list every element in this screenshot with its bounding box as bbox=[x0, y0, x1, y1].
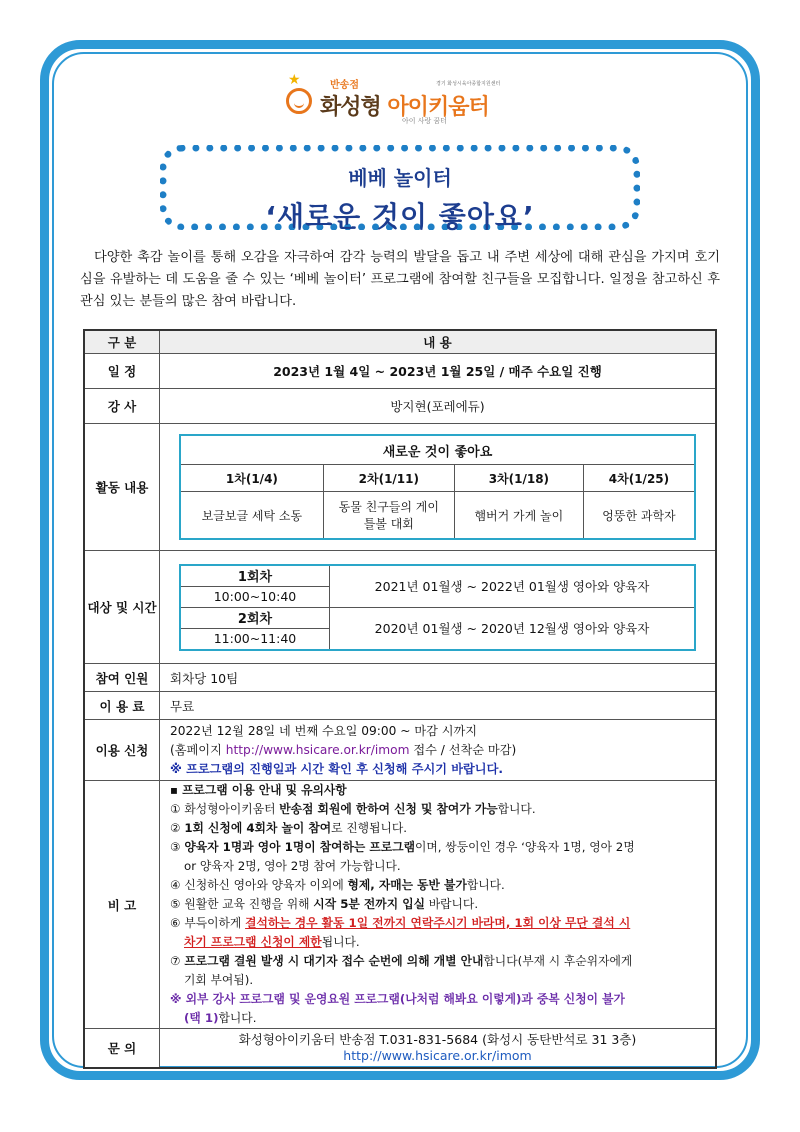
fee-value: 무료 bbox=[160, 692, 717, 720]
schedule-label: 일 정 bbox=[84, 354, 160, 389]
note-5: ⑤ 원활한 교육 진행을 위해 시작 5분 전까지 입실 바랍니다. bbox=[170, 897, 479, 911]
title-box bbox=[160, 145, 640, 233]
target-row bbox=[84, 551, 716, 664]
note-3-cont: or 양육자 2명, 영아 2명 참여 가능합니다. bbox=[184, 859, 401, 873]
participants-row bbox=[84, 664, 716, 692]
notes-row bbox=[84, 781, 716, 1029]
apply-row bbox=[84, 720, 716, 781]
fee-row bbox=[84, 692, 716, 720]
program-subtitle: ‘새로운 것이 좋아요’ bbox=[265, 200, 535, 233]
session-round: 1회차 bbox=[180, 565, 330, 587]
activity-round: 2차(1/11) bbox=[323, 465, 454, 492]
activity-label: 활동 내용 bbox=[84, 424, 160, 551]
logo-sub: 아이 사랑 꿈터 bbox=[402, 117, 448, 125]
fee-label: 이 용 료 bbox=[84, 692, 160, 720]
header-label: 구 분 bbox=[84, 330, 160, 354]
info-table bbox=[83, 329, 717, 1069]
participants-value: 회차당 10팀 bbox=[160, 664, 717, 692]
instructor-row bbox=[84, 389, 716, 424]
note-6: ⑥ 부득이하게 결석하는 경우 활동 1일 전까지 연락주시기 바라며, 1회 이상 무단 결석 시 bbox=[170, 916, 631, 930]
notes-label: 비 고 bbox=[84, 781, 160, 1029]
note-8-cont: (택 1)합니다. bbox=[184, 1011, 257, 1025]
activity-desc: 엉뚱한 과학자 bbox=[583, 492, 695, 540]
instructor-label: 강 사 bbox=[84, 389, 160, 424]
table-header-row bbox=[84, 330, 716, 354]
apply-label: 이용 신청 bbox=[84, 720, 160, 781]
activity-row bbox=[84, 424, 716, 551]
contact-link[interactable]: http://www.hsicare.or.kr/imom bbox=[343, 1048, 532, 1063]
star-icon: ★ bbox=[288, 72, 301, 88]
activity-desc: 동물 친구들의 게이틀볼 대회 bbox=[323, 492, 454, 540]
logo-brand: 화성형 아이키움터 bbox=[320, 95, 489, 120]
activity-table bbox=[179, 434, 696, 540]
contact-info: 화성형아이키움터 반송점 T.031-831-5684 (화성시 동탄반석로 31 3층) bbox=[238, 1032, 637, 1047]
note-8: ※ 외부 강사 프로그램 및 운영요원 프로그램(나처럼 해봐요 이렇게)과 중복 신청이 불가 bbox=[170, 992, 625, 1006]
target-table bbox=[179, 564, 696, 651]
notes-heading: ▪ 프로그램 이용 안내 및 유의사항 bbox=[170, 783, 347, 797]
logo-branch: 반송점 bbox=[330, 80, 359, 91]
schedule-row bbox=[84, 354, 716, 389]
note-4: ④ 신청하신 영아와 양육자 이외에 형제, 자매는 동반 불가합니다. bbox=[170, 878, 505, 892]
notes-content bbox=[160, 781, 717, 1029]
logo bbox=[286, 72, 526, 130]
session-target: 2020년 01월생 ~ 2020년 12월생 영아와 양육자 bbox=[330, 607, 696, 650]
schedule-value: 2023년 1월 4일 ~ 2023년 1월 25일 / 매주 수요일 진행 bbox=[160, 354, 717, 389]
logo-org: 경기 화성시육아종합지원센터 bbox=[436, 81, 501, 87]
target-label: 대상 및 시간 bbox=[84, 551, 160, 664]
session-time: 10:00~10:40 bbox=[180, 586, 330, 607]
activity-round: 3차(1/18) bbox=[454, 465, 583, 492]
apply-method: (홈페이지 http://www.hsicare.or.kr/imom 접수 / 선착순 마감) bbox=[170, 742, 517, 757]
note-7-cont: 기회 부여됨). bbox=[184, 973, 254, 987]
note-2: ② 1회 신청에 4회차 놀이 참여로 진행됩니다. bbox=[170, 821, 408, 835]
note-7: ⑦ 프로그램 결원 발생 시 대기자 접수 순번에 의해 개별 안내합니다(부재 시 후순위자에게 bbox=[170, 954, 633, 968]
activity-title: 새로운 것이 좋아요 bbox=[180, 435, 695, 465]
contact-row bbox=[84, 1029, 716, 1069]
activity-round: 1차(1/4) bbox=[180, 465, 323, 492]
note-1: ① 화성형아이키움터 반송점 회원에 한하여 신청 및 참여가 가능합니다. bbox=[170, 802, 536, 816]
header-content: 내 용 bbox=[160, 330, 717, 354]
apply-period: 2022년 12월 28일 네 번째 수요일 09:00 ~ 마감 시까지 bbox=[170, 723, 478, 738]
homepage-link[interactable]: http://www.hsicare.or.kr/imom bbox=[225, 742, 410, 757]
activity-desc: 보글보글 세탁 소동 bbox=[180, 492, 323, 540]
contact-label: 문 의 bbox=[84, 1029, 160, 1069]
activity-desc: 햄버거 가게 놀이 bbox=[454, 492, 583, 540]
note-3: ③ 양육자 1명과 영아 1명이 참여하는 프로그램이며, 쌍둥이인 경우 ‘양육자 1명, 영아 2명 bbox=[170, 840, 635, 854]
program-title: 베베 놀이터 bbox=[348, 166, 452, 190]
intro-text: 다양한 촉감 놀이를 통해 오감을 자극하여 감각 능력의 발달을 돕고 내 주변 세상에 대해 관심을 가지며 호기심을 유발하는 데 도움을 줄 수 있는 ‘베베 놀이터’ 프로그램에 참여할 친구들을 모집합니다. 일정을 참고하신 후 관심 있는 분들의 많은 참여 바랍니다. bbox=[80, 250, 720, 309]
activity-round: 4차(1/25) bbox=[583, 465, 695, 492]
session-round: 2회차 bbox=[180, 607, 330, 628]
session-target: 2021년 01월생 ~ 2022년 01월생 영아와 양육자 bbox=[330, 565, 696, 608]
instructor-value: 방지현(포레에듀) bbox=[160, 389, 717, 424]
session-time: 11:00~11:40 bbox=[180, 628, 330, 650]
participants-label: 참여 인원 bbox=[84, 664, 160, 692]
note-6-cont: 차기 프로그램 신청이 제한됩니다. bbox=[184, 935, 360, 949]
apply-notice: ※ 프로그램의 진행일과 시간 확인 후 신청해 주시기 바랍니다. bbox=[170, 761, 503, 776]
smile-face-icon bbox=[286, 88, 312, 114]
